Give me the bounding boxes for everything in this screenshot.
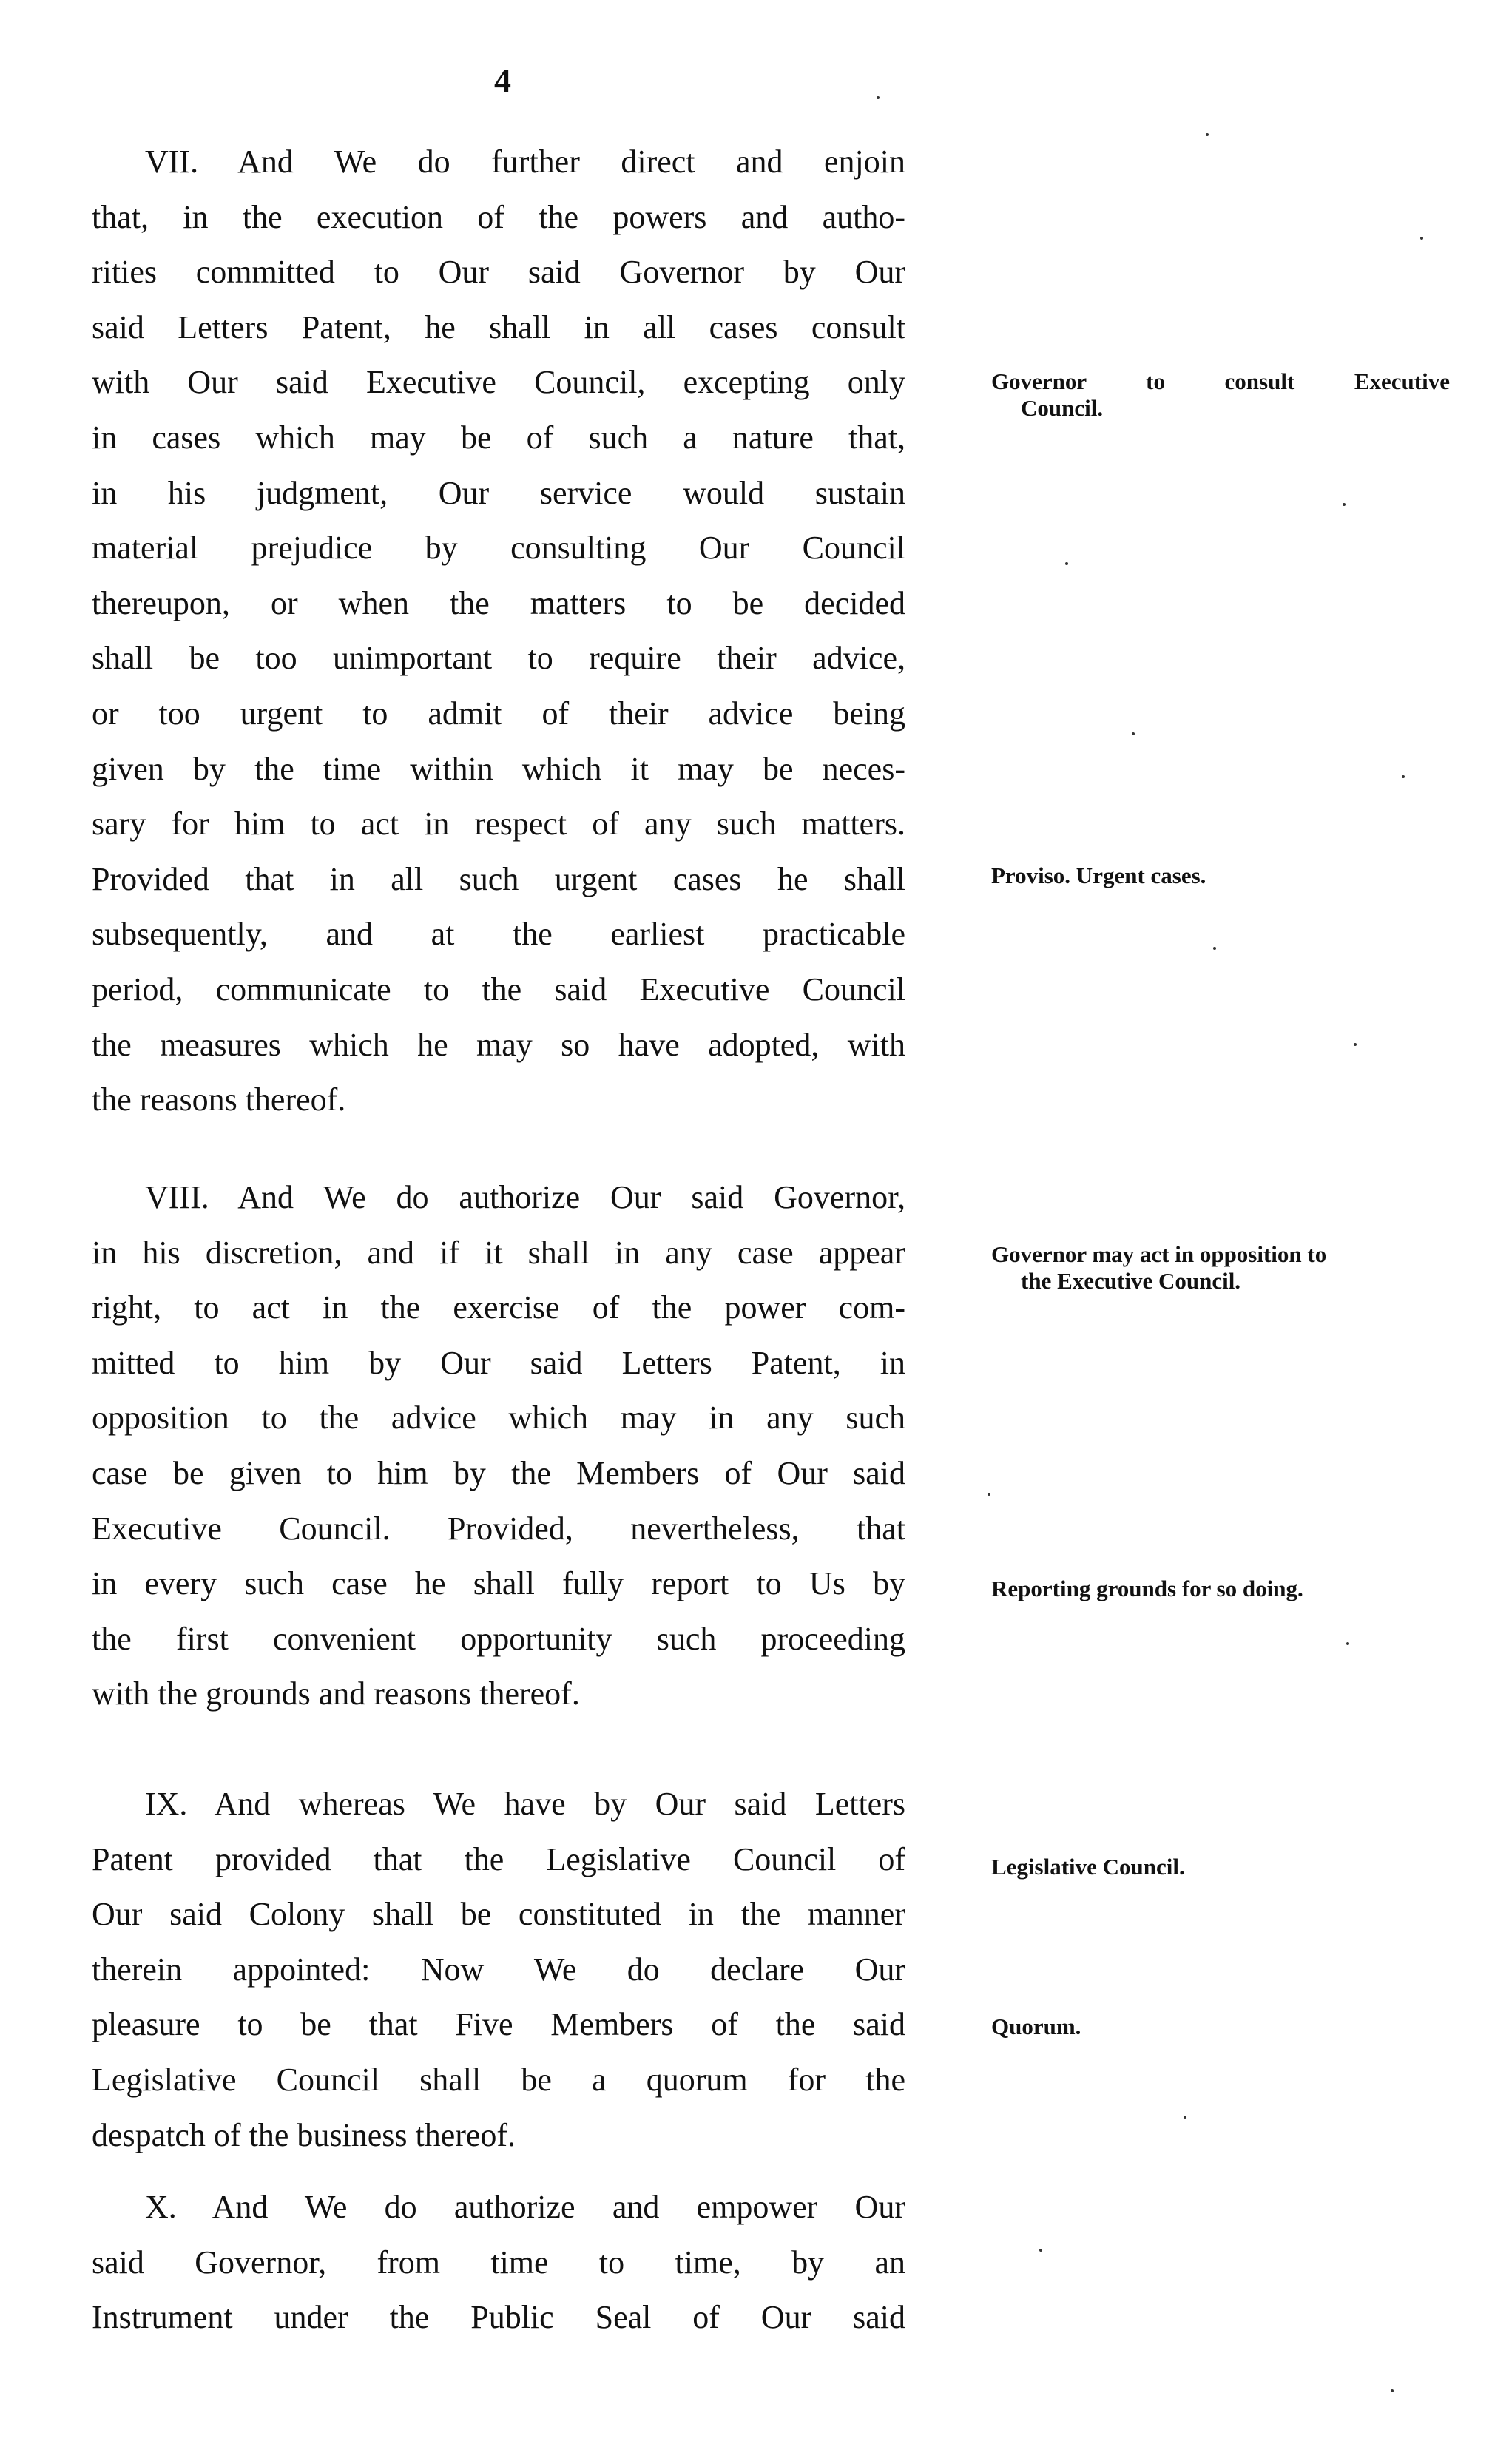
text-line: said Letters Patent, he shall in all cases consult (92, 308, 905, 345)
scan-speck (1065, 562, 1068, 565)
text-line: the reasons thereof. (92, 1081, 346, 1118)
scan-speck (1206, 133, 1209, 136)
scan-speck (1402, 775, 1405, 778)
section-viii (92, 1170, 905, 1722)
text-line: with the grounds and reasons thereof. (92, 1675, 580, 1712)
margin-note-legislative-council: Legislative Council. (991, 1854, 1185, 1880)
text-line: Legislative Council shall be a quorum for the (92, 2061, 905, 2098)
text-line: in every such case he shall fully report to Us by (92, 1565, 905, 1602)
text-line: given by the time within which it may be neces- (92, 750, 905, 787)
text-line: therein appointed: Now We do declare Our (92, 1951, 905, 1988)
text-line: mitted to him by Our said Letters Patent, in (92, 1344, 905, 1381)
text-line: said Governor, from time to time, by an (92, 2244, 905, 2281)
margin-note-line: Council. (1021, 395, 1104, 421)
text-line: Provided that in all such urgent cases he shall (92, 860, 905, 897)
scan-speck (1354, 1043, 1357, 1046)
margin-note-line: Governor may act in opposition to (991, 1241, 1327, 1267)
text-line: right, to act in the exercise of the power com- (92, 1289, 905, 1326)
text-line: in his judgment, Our service would sustain (92, 474, 905, 511)
text-line: subsequently, and at the earliest practicable (92, 916, 905, 953)
text-line: sary for him to act in respect of any such matters. (92, 806, 905, 843)
margin-note-opposition (991, 1241, 1450, 1295)
scan-speck (1420, 237, 1423, 240)
scan-speck (1184, 2116, 1186, 2119)
scan-speck (877, 96, 880, 99)
text-line: material prejudice by consulting Our Council (92, 530, 905, 567)
text-line: Executive Council. Provided, nevertheless, that (92, 1510, 905, 1547)
text-line: Instrument under the Public Seal of Our said (92, 2299, 905, 2336)
section-ix (92, 1777, 905, 2163)
section-x (92, 2180, 905, 2346)
text-line: in his discretion, and if it shall in any case appear (92, 1234, 905, 1271)
text-line: period, communicate to the said Executive Council (92, 971, 905, 1007)
page-number: 4 (494, 61, 511, 99)
text-line: X. And We do authorize and empower Our (145, 2189, 905, 2225)
scan-speck (988, 1493, 990, 1496)
text-line: VIII. And We do authorize Our said Governor, (145, 1179, 905, 1215)
scan-speck (1343, 503, 1346, 506)
text-line: the measures which he may so have adopted, with (92, 1026, 905, 1063)
text-line: IX. And whereas We have by Our said Letters (145, 1786, 905, 1822)
section-vii (92, 135, 905, 1128)
margin-note-quorum: Quorum. (991, 2014, 1081, 2039)
margin-note-proviso: Proviso. Urgent cases. (991, 863, 1206, 888)
text-line: rities committed to Our said Governor by Our (92, 254, 905, 291)
text-line: that, in the execution of the powers and autho- (92, 198, 905, 235)
text-line: thereupon, or when the matters to be decided (92, 584, 905, 621)
margin-note-line: Governor to consult Executive (991, 368, 1450, 394)
text-line: with Our said Executive Council, excepting only (92, 364, 905, 401)
margin-note-line: the Executive Council. (1021, 1268, 1241, 1294)
text-line: case be given to him by the Members of Our said (92, 1454, 905, 1491)
text-line: in cases which may be of such a nature that, (92, 419, 905, 456)
scan-speck (1391, 2389, 1394, 2392)
text-line: shall be too unimportant to require their advice, (92, 640, 905, 677)
text-line: VII. And We do further direct and enjoin (145, 144, 905, 180)
scan-speck (1346, 1642, 1349, 1645)
text-line: pleasure to be that Five Members of the said (92, 2006, 905, 2043)
margin-note-reporting: Reporting grounds for so doing. (991, 1576, 1303, 1601)
scan-speck (1213, 947, 1216, 950)
text-line: or too urgent to admit of their advice being (92, 695, 905, 732)
text-line: opposition to the advice which may in any such (92, 1400, 905, 1437)
text-line: the first convenient opportunity such proceeding (92, 1620, 905, 1657)
scan-speck (1132, 732, 1135, 735)
text-line: Our said Colony shall be constituted in the manner (92, 1896, 905, 1933)
text-line: Patent provided that the Legislative Council of (92, 1840, 905, 1877)
text-line: despatch of the business thereof. (92, 2116, 516, 2153)
margin-note-consult-executive (991, 368, 1450, 422)
scan-speck (1039, 2249, 1042, 2252)
